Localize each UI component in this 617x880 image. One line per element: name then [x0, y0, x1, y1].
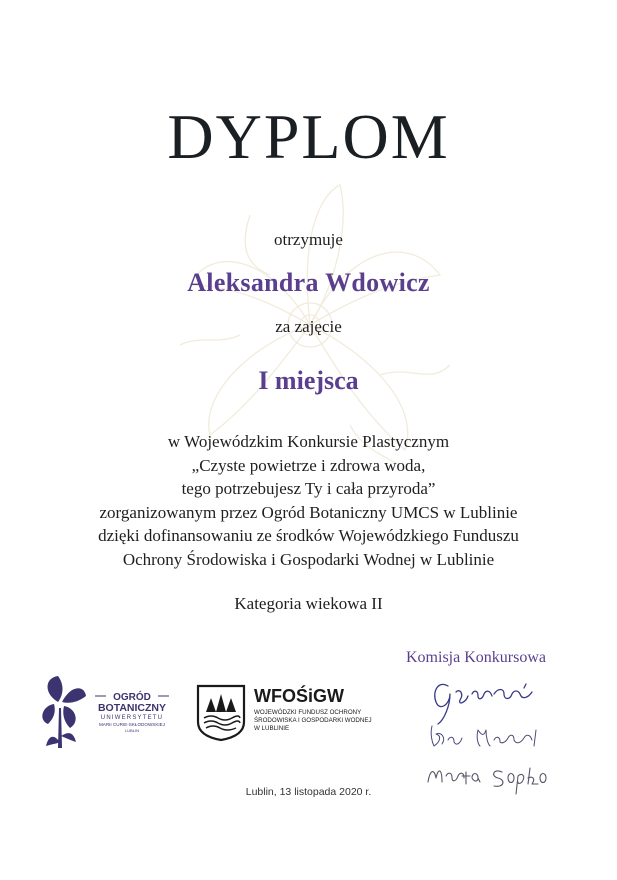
signature-2 — [431, 726, 536, 746]
garden-logo-line2: BOTANICZNY — [97, 702, 167, 714]
wfosigw-line1: WOJEWÓDZKI FUNDUSZ OCHRONY — [254, 709, 362, 716]
garden-logo-line4: MARII CURIE-SKŁODOWSKIEJ — [98, 722, 166, 727]
garden-logo-line1: OGRÓD — [113, 692, 151, 703]
description-line: „Czyste powietrze i zdrowa woda, — [191, 455, 426, 475]
committee-label: Komisja Konkursowa — [406, 649, 546, 666]
description-line: dzięki dofinansowaniu ze środków Wojewódzkiego Funduszu — [98, 526, 519, 545]
award-place: I miejsca — [258, 366, 359, 395]
contest-description — [0, 430, 617, 571]
botanical-garden-logo — [40, 672, 180, 752]
wfosigw-name: WFOŚiGW — [254, 686, 344, 706]
receives-text: otrzymuje — [274, 230, 343, 249]
signatures-image — [420, 672, 570, 802]
wfosigw-logo — [194, 682, 414, 742]
diploma-title: DYPLOM — [167, 101, 450, 172]
description-line: tego potrzebujesz Ty i cała przyroda” — [181, 479, 436, 498]
wfosigw-line2: ŚRODOWISKA I GOSPODARKI WODNEJ — [254, 717, 372, 724]
garden-logo-line5: LUBLIN — [124, 728, 140, 733]
iris-flower-icon — [42, 676, 86, 748]
age-category: Kategoria wiekowa II — [234, 594, 383, 613]
for-text: za zajęcie — [275, 317, 342, 336]
description-line: Ochrony Środowiska i Gospodarki Wodnej w Lublinie — [122, 549, 495, 569]
recipient-name: Aleksandra Wdowicz — [187, 268, 430, 297]
forest-emblem-icon — [198, 686, 244, 740]
signature-1 — [435, 684, 532, 724]
description-line: w Wojewódzkim Konkursie Plastycznym — [167, 432, 450, 451]
description-line: zorganizowanym przez Ogród Botaniczny UMCS w Lublinie — [99, 502, 518, 522]
place-date: Lublin, 13 listopada 2020 r. — [245, 786, 372, 798]
garden-logo-line3: UNIWERSYTETU — [100, 715, 164, 721]
wfosigw-line3: W LUBLINIE — [254, 725, 290, 732]
